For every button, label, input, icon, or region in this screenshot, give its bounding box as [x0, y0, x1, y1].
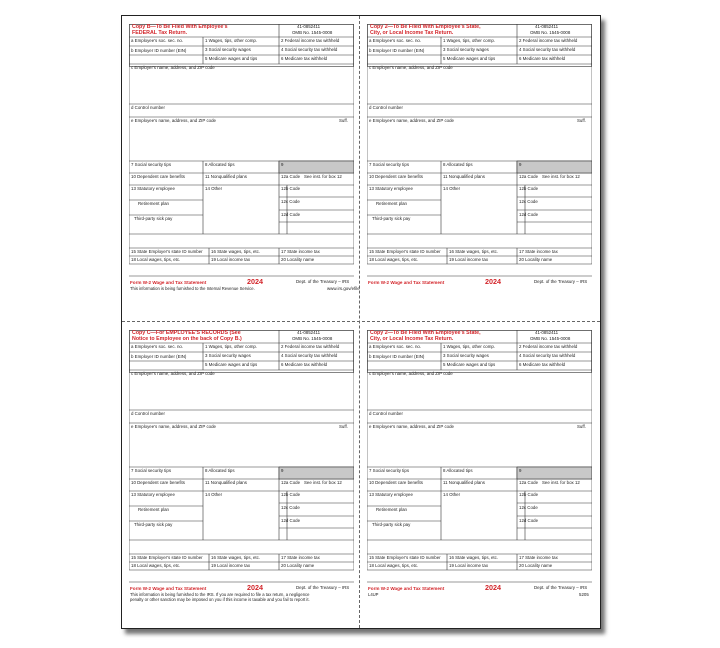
third-party-sick-pay-label: Third-party sick pay: [134, 522, 173, 527]
box-3-label: 3 Social security wages: [205, 47, 251, 52]
w2-form-copy-1: [129, 24, 360, 307]
treasury-dept: Dept. of the Treasury – IRS: [534, 585, 588, 590]
box-7-label: 7 Social security tips: [369, 468, 410, 473]
control-code: 41-0852411: [535, 24, 559, 29]
omb-number: OMB No. 1545-0008: [530, 336, 571, 341]
tax-year: 2024: [247, 277, 263, 286]
box-12c-label: 12c Code: [519, 199, 538, 204]
w2-sheet: [121, 15, 601, 629]
treasury-dept: Dept. of the Treasury – IRS: [534, 279, 588, 284]
box-20-label: 20 Locality name: [519, 257, 553, 262]
box-10-label: 10 Dependent care benefits: [369, 480, 423, 485]
box-14-label: 14 Other: [443, 492, 461, 497]
box-13-label: 13 Statutory employee: [369, 492, 413, 497]
box-1-label: 1 Wages, tips, other comp.: [443, 38, 496, 43]
box-12c-label: 12c Code: [281, 199, 300, 204]
box-12-note: See inst. for box 12: [304, 480, 342, 485]
box-b-label: b Employer ID number (EIN): [369, 354, 425, 359]
box-4-label: 4 Social security tax withheld: [281, 47, 338, 52]
box-17-label: 17 State income tax: [519, 249, 558, 254]
box-19-label: 19 Local income tax: [211, 563, 251, 568]
box-10-label: 10 Dependent care benefits: [131, 174, 185, 179]
suffix-label: Suff.: [339, 118, 348, 123]
form-title: Form W-2 Wage and Tax Statement: [368, 280, 445, 285]
box-1-label: 1 Wages, tips, other comp.: [205, 344, 258, 349]
box-12d-label: 12d Code: [281, 212, 301, 217]
box-12a-label: 12a Code: [281, 174, 301, 179]
box-12-note: See inst. for box 12: [542, 480, 580, 485]
w2-form-copy-3: [129, 330, 354, 613]
treasury-dept: Dept. of the Treasury – IRS: [296, 279, 350, 284]
box-12-note: See inst. for box 12: [304, 174, 342, 179]
box-12b-label: 12b Code: [281, 186, 301, 191]
box-2-label: 2 Federal income tax withheld: [519, 344, 578, 349]
third-party-sick-pay-label: Third-party sick pay: [372, 522, 411, 527]
footer-right: www.irs.gov/efile: [327, 286, 360, 291]
box-17-label: 17 State income tax: [519, 555, 558, 560]
box-16-label: 16 State wages, tips, etc.: [449, 555, 499, 560]
box-9-label: 9: [281, 162, 284, 167]
box-19-label: 19 Local income tax: [449, 257, 489, 262]
box-19-label: 19 Local income tax: [449, 563, 489, 568]
box-7-label: 7 Social security tips: [131, 162, 172, 167]
box-8-label: 8 Allocated tips: [443, 468, 473, 473]
box-4-label: 4 Social security tax withheld: [519, 353, 576, 358]
box-12b-label: 12b Code: [519, 492, 539, 497]
third-party-sick-pay-label: Third-party sick pay: [134, 216, 173, 221]
box-d-label: d Control number: [131, 411, 165, 416]
box-18-label: 18 Local wages, tips, etc.: [369, 257, 419, 262]
box-20-label: 20 Locality name: [281, 563, 315, 568]
form-title: Form W-2 Wage and Tax Statement: [368, 586, 445, 591]
box-11-label: 11 Nonqualified plans: [443, 480, 485, 485]
box-c-label: c Employer's name, address, and ZIP code: [131, 371, 215, 376]
box-a-label: a Employee's soc. sec. no.: [131, 344, 184, 349]
box-13-label: 13 Statutory employee: [131, 492, 175, 497]
box-3-label: 3 Social security wages: [443, 47, 489, 52]
footer-notes: L4UP: [368, 592, 379, 597]
box-6-label: 6 Medicare tax withheld: [281, 362, 328, 367]
copy-designation: Copy B—To Be Filed With Employee's FEDERAL Tax Return.: [132, 24, 228, 36]
box-8-label: 8 Allocated tips: [443, 162, 473, 167]
form-title: Form W-2 Wage and Tax Statement: [130, 586, 207, 591]
footer-notes: This information is being furnished to the Internal Revenue Service.: [130, 286, 255, 291]
box-8-label: 8 Allocated tips: [205, 162, 235, 167]
box-d-label: d Control number: [369, 105, 403, 110]
box-12-note: See inst. for box 12: [542, 174, 580, 179]
box-7-label: 7 Social security tips: [369, 162, 410, 167]
third-party-sick-pay-label: Third-party sick pay: [372, 216, 411, 221]
box-12b-label: 12b Code: [281, 492, 301, 497]
suffix-label: Suff.: [339, 424, 348, 429]
box-12a-label: 12a Code: [519, 174, 539, 179]
box-1-label: 1 Wages, tips, other comp.: [205, 38, 258, 43]
box-c-label: c Employer's name, address, and ZIP code: [369, 371, 453, 376]
tax-year: 2024: [485, 583, 501, 592]
box-10-label: 10 Dependent care benefits: [369, 174, 423, 179]
box-14-label: 14 Other: [205, 186, 223, 191]
box-6-label: 6 Medicare tax withheld: [519, 362, 566, 367]
box-e-label: e Employee's name, address, and ZIP code: [369, 424, 454, 429]
box-1-label: 1 Wages, tips, other comp.: [443, 344, 496, 349]
box-5-label: 5 Medicare wages and tips: [443, 56, 496, 61]
box-7-label: 7 Social security tips: [131, 468, 172, 473]
retirement-plan-label: Retirement plan: [376, 201, 407, 206]
suffix-label: Suff.: [577, 424, 586, 429]
box-12d-label: 12d Code: [519, 518, 539, 523]
box-5-label: 5 Medicare wages and tips: [205, 362, 258, 367]
control-code: 41-0852411: [297, 330, 321, 335]
box-a-label: a Employee's soc. sec. no.: [131, 38, 184, 43]
box-15-label: 15 State Employer's state ID number: [131, 249, 203, 254]
box-12b-label: 12b Code: [519, 186, 539, 191]
form-number: 5205: [579, 592, 589, 597]
box-b-label: b Employer ID number (EIN): [131, 48, 187, 53]
box-e-label: e Employee's name, address, and ZIP code: [131, 424, 216, 429]
box-4-label: 4 Social security tax withheld: [519, 47, 576, 52]
box-11-label: 11 Nonqualified plans: [443, 174, 485, 179]
box-17-label: 17 State income tax: [281, 249, 320, 254]
box-4-label: 4 Social security tax withheld: [281, 353, 338, 358]
box-12d-label: 12d Code: [281, 518, 301, 523]
box-14-label: 14 Other: [443, 186, 461, 191]
box-18-label: 18 Local wages, tips, etc.: [131, 257, 181, 262]
box-a-label: a Employee's soc. sec. no.: [369, 344, 422, 349]
box-16-label: 16 State wages, tips, etc.: [449, 249, 499, 254]
box-d-label: d Control number: [131, 105, 165, 110]
w2-form-copy-2: [367, 24, 592, 307]
box-17-label: 17 State income tax: [281, 555, 320, 560]
box-2-label: 2 Federal income tax withheld: [519, 38, 578, 43]
box-e-label: e Employee's name, address, and ZIP code: [131, 118, 216, 123]
box-3-label: 3 Social security wages: [205, 353, 251, 358]
box-c-label: c Employer's name, address, and ZIP code: [369, 65, 453, 70]
box-13-label: 13 Statutory employee: [369, 186, 413, 191]
copy-designation: Copy 2—To Be Filed With Employee's State, City, or Local Income Tax Return.: [370, 330, 481, 342]
box-15-label: 15 State Employer's state ID number: [369, 249, 441, 254]
box-d-label: d Control number: [369, 411, 403, 416]
box-a-label: a Employee's soc. sec. no.: [369, 38, 422, 43]
box-11-label: 11 Nonqualified plans: [205, 480, 247, 485]
box-5-label: 5 Medicare wages and tips: [205, 56, 258, 61]
treasury-dept: Dept. of the Treasury – IRS: [296, 585, 350, 590]
retirement-plan-label: Retirement plan: [138, 507, 169, 512]
w2-form-copy-4: [367, 330, 592, 613]
box-c-label: c Employer's name, address, and ZIP code: [131, 65, 215, 70]
box-12a-label: 12a Code: [519, 480, 539, 485]
box-3-label: 3 Social security wages: [443, 353, 489, 358]
box-20-label: 20 Locality name: [281, 257, 315, 262]
box-18-label: 18 Local wages, tips, etc.: [131, 563, 181, 568]
copy-designation: Copy 2—To Be Filed With Employee's State, City, or Local Income Tax Return.: [370, 24, 481, 36]
box-19-label: 19 Local income tax: [211, 257, 251, 262]
box-9-label: 9: [519, 162, 522, 167]
control-code: 41-0852411: [535, 330, 559, 335]
horizontal-perforation: [122, 321, 600, 322]
box-9-label: 9: [519, 468, 522, 473]
box-12c-label: 12c Code: [281, 505, 300, 510]
form-title: Form W-2 Wage and Tax Statement: [130, 280, 207, 285]
omb-number: OMB No. 1545-0008: [292, 30, 333, 35]
box-b-label: b Employer ID number (EIN): [131, 354, 187, 359]
omb-number: OMB No. 1545-0008: [530, 30, 571, 35]
suffix-label: Suff.: [577, 118, 586, 123]
control-code: 41-0852411: [297, 24, 321, 29]
box-2-label: 2 Federal income tax withheld: [281, 38, 340, 43]
box-6-label: 6 Medicare tax withheld: [519, 56, 566, 61]
vertical-perforation: [359, 16, 360, 628]
box-20-label: 20 Locality name: [519, 563, 553, 568]
box-11-label: 11 Nonqualified plans: [205, 174, 247, 179]
box-16-label: 16 State wages, tips, etc.: [211, 249, 261, 254]
box-13-label: 13 Statutory employee: [131, 186, 175, 191]
box-2-label: 2 Federal income tax withheld: [281, 344, 340, 349]
footer-notes: This information is being furnished to the IRS. If you are required to file a tax return, a negligence penalty or other sanction may be imposed on you if this income is taxable and you fail to report it.: [130, 592, 310, 602]
box-12c-label: 12c Code: [519, 505, 538, 510]
omb-number: OMB No. 1545-0008: [292, 336, 333, 341]
box-9-label: 9: [281, 468, 284, 473]
box-8-label: 8 Allocated tips: [205, 468, 235, 473]
box-14-label: 14 Other: [205, 492, 223, 497]
box-10-label: 10 Dependent care benefits: [131, 480, 185, 485]
box-e-label: e Employee's name, address, and ZIP code: [369, 118, 454, 123]
copy-designation: Copy C—For EMPLOYEE'S RECORDS (See Notice to Employee on the back of Copy B.): [132, 330, 242, 342]
retirement-plan-label: Retirement plan: [376, 507, 407, 512]
box-18-label: 18 Local wages, tips, etc.: [369, 563, 419, 568]
retirement-plan-label: Retirement plan: [138, 201, 169, 206]
tax-year: 2024: [485, 277, 501, 286]
box-5-label: 5 Medicare wages and tips: [443, 362, 496, 367]
tax-year: 2024: [247, 583, 263, 592]
box-6-label: 6 Medicare tax withheld: [281, 56, 328, 61]
box-12d-label: 12d Code: [519, 212, 539, 217]
box-b-label: b Employer ID number (EIN): [369, 48, 425, 53]
box-15-label: 15 State Employer's state ID number: [131, 555, 203, 560]
box-15-label: 15 State Employer's state ID number: [369, 555, 441, 560]
box-16-label: 16 State wages, tips, etc.: [211, 555, 261, 560]
box-12a-label: 12a Code: [281, 480, 301, 485]
